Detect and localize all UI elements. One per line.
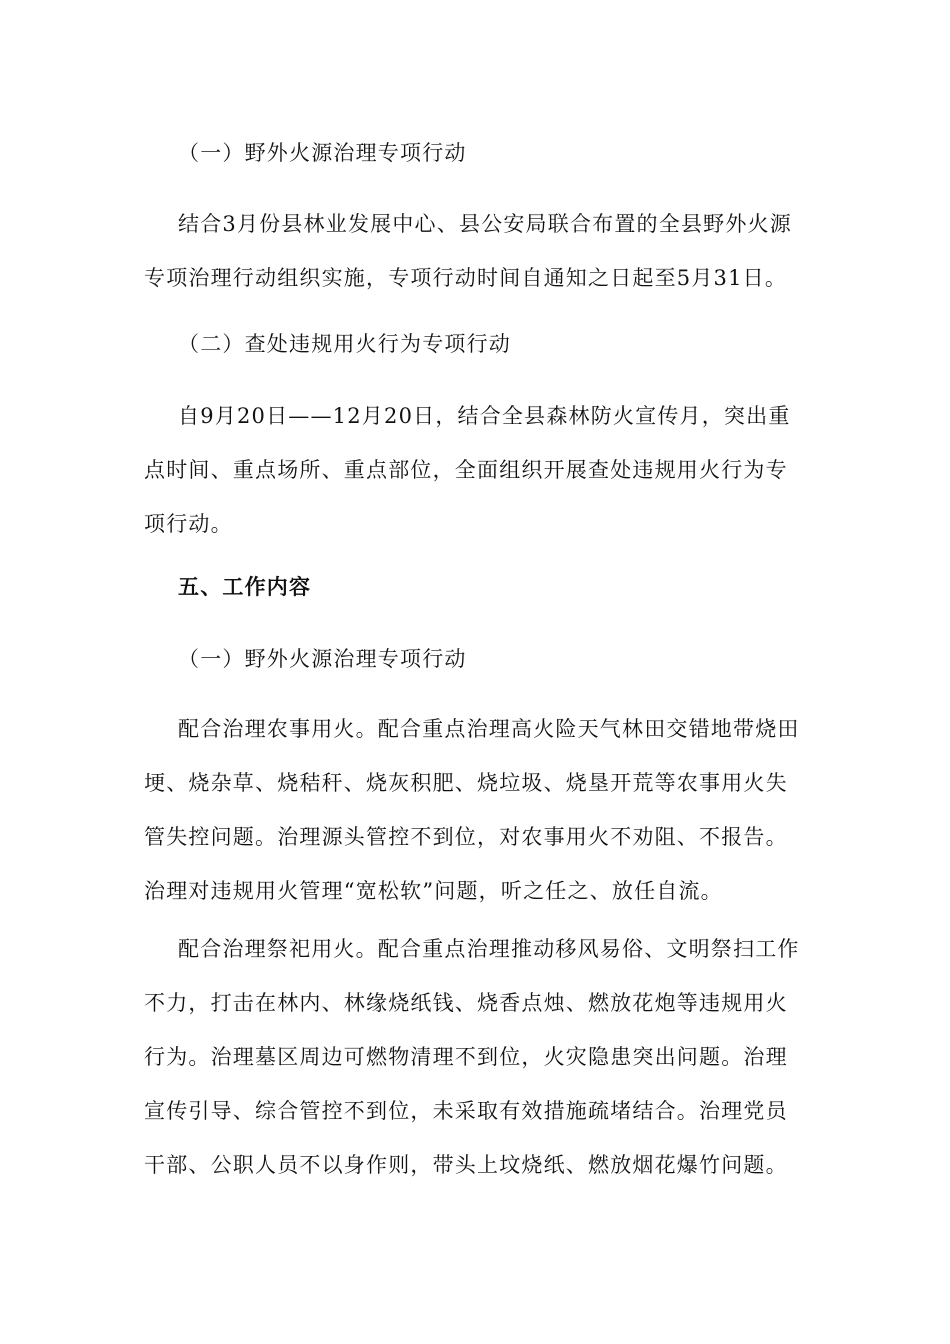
paragraph-illegal-fire: [144, 389, 804, 551]
paragraph-line: 自9月20日——12月20日，结合全县森林防火宣传月，突出重: [178, 404, 791, 428]
subheading-wild-fire-source-action: [144, 126, 804, 180]
paragraph-line: 宣传引导、综合管控不到位，未采取有效措施疏堵结合。治理党员: [144, 1099, 788, 1123]
subheading-text: （一）野外火源治理专项行动: [178, 141, 467, 165]
subheading-text: （一）野外火源治理专项行动: [178, 647, 467, 671]
subheading-wild-fire-source-action-2: [144, 632, 804, 686]
paragraph-line: 项行动。: [144, 512, 233, 536]
paragraph-line: 干部、公职人员不以身作则，带头上坟烧纸、燃放烟花爆竹问题。: [144, 1153, 788, 1177]
subheading-illegal-fire-action: [144, 317, 804, 371]
subheading-text: （二）查处违规用火行为专项行动: [178, 332, 511, 356]
paragraph-line: 管失控问题。治理源头管控不到位，对农事用火不劝阻、不报告。: [144, 825, 788, 849]
paragraph-line: 治理对违规用火管理“宽松软”问题，听之任之、放任自流。: [144, 879, 723, 903]
paragraph-wild-fire-source: [144, 197, 804, 305]
paragraph-line: 埂、烧杂草、烧秸秆、烧灰积肥、烧垃圾、烧垦开荒等农事用火失: [144, 771, 788, 795]
paragraph-agricultural-fire: [144, 702, 804, 918]
paragraph-line: 专项治理行动组织实施，专项行动时间自通知之日起至5月31日。: [144, 266, 788, 290]
paragraph-line: 配合治理农事用火。配合重点治理高火险天气林田交错地带烧田: [178, 717, 800, 741]
section-heading-work-content: [144, 560, 804, 614]
section-heading-text: 五、工作内容: [178, 575, 312, 599]
paragraph-line: 点时间、重点场所、重点部位，全面组织开展查处违规用火行为专: [144, 458, 788, 482]
paragraph-line: 行为。治理墓区周边可燃物清理不到位，火灾隐患突出问题。治理: [144, 1045, 788, 1069]
paragraph-sacrifice-fire: [144, 922, 804, 1192]
paragraph-line: 结合3月份县林业发展中心、县公安局联合布置的全县野外火源: [178, 212, 792, 236]
paragraph-line: 配合治理祭祀用火。配合重点治理推动移风易俗、文明祭扫工作: [178, 937, 800, 961]
paragraph-line: 不力，打击在林内、林缘烧纸钱、烧香点烛、燃放花炮等违规用火: [144, 991, 788, 1015]
